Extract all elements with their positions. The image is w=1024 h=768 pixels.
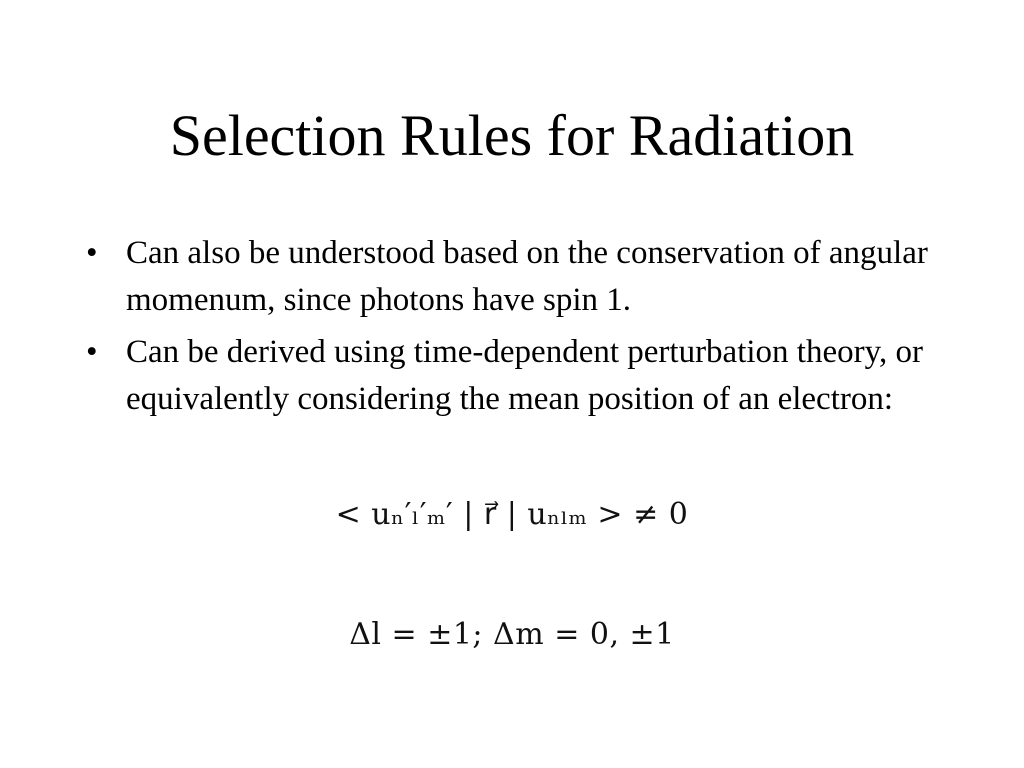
slide-title: Selection Rules for Radiation <box>169 103 855 168</box>
bullet-text: Can also be understood based on the conservation of angular momenum, since photons have spin 1. <box>126 235 928 318</box>
bullet-list <box>84 230 964 428</box>
bullet-marker: • <box>86 334 98 370</box>
matrix-element-equation <box>0 492 1024 538</box>
selection-rules-text: Δl = ±1; Δm = 0, ±1 <box>349 617 675 652</box>
bullet-text: Can be derived using time-dependent perturbation theory, or equivalently considering the mean position of an electron: <box>126 334 923 417</box>
selection-rules-equation <box>0 612 1024 658</box>
bullet-item <box>84 329 964 423</box>
matrix-element-text: < uₙ′ₗ′ₘ′ | r⃗ | uₙₗₘ > ≠ 0 <box>335 497 689 532</box>
bullet-marker: • <box>86 235 98 271</box>
bullet-item <box>84 230 964 324</box>
